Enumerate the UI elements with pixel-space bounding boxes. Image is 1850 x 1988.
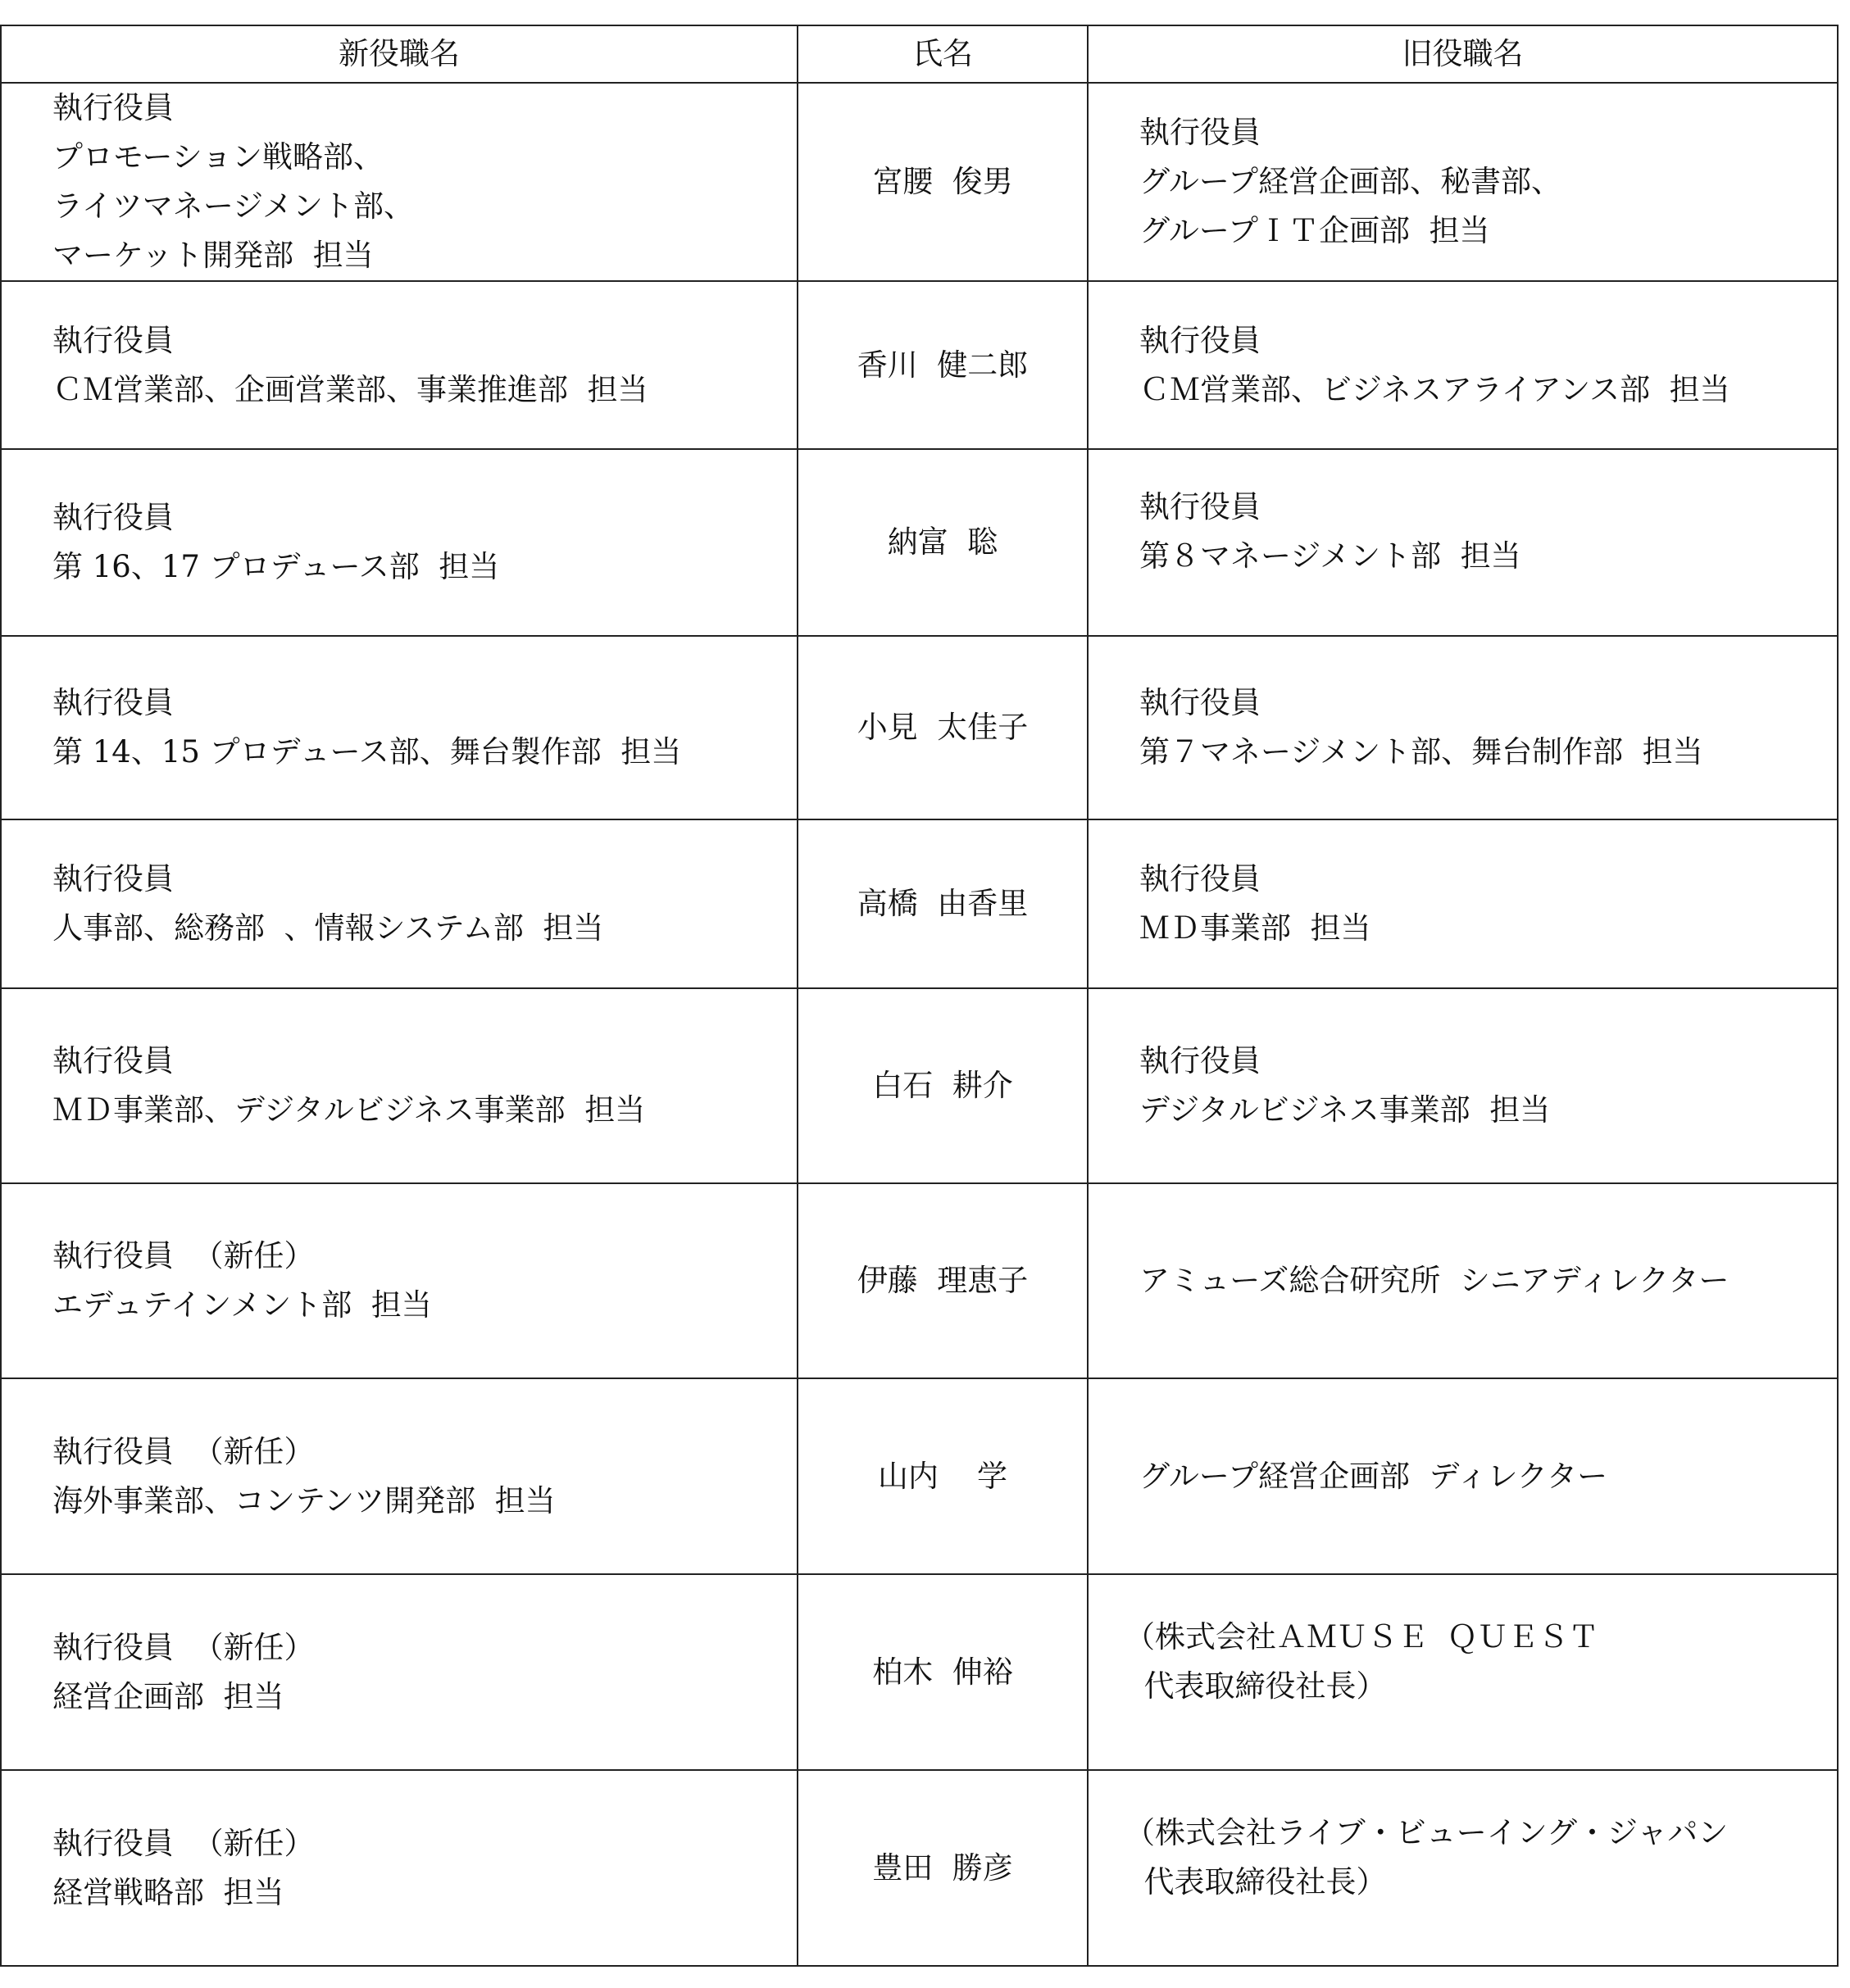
name-cell xyxy=(798,1378,1088,1574)
table-row xyxy=(1,449,1838,636)
name-cell xyxy=(798,449,1088,636)
new-title-line: 第 14、15 プロデュース部、舞台製作部 担当 xyxy=(52,734,682,769)
officer-name: 宮腰 俊男 xyxy=(872,164,1013,199)
new-title-line: 執行役員 xyxy=(52,1043,174,1078)
name-cell xyxy=(798,819,1088,988)
table-row xyxy=(1,1183,1838,1378)
new-title-line: 執行役員 xyxy=(52,861,174,896)
header-old-title: 旧役職名 xyxy=(1088,25,1838,83)
officer-name: 香川 健二郎 xyxy=(857,347,1029,383)
name-cell xyxy=(798,83,1088,281)
old-title-cell xyxy=(1088,281,1838,449)
old-title-line: 執行役員 xyxy=(1139,322,1261,358)
old-title-line: 執行役員 xyxy=(1139,115,1261,150)
header-name: 氏名 xyxy=(798,25,1088,83)
old-title-line: ＭＤ事業部 担当 xyxy=(1139,910,1371,946)
new-title-line: 海外事業部、コンテンツ開発部 担当 xyxy=(52,1482,556,1518)
old-title-line: （株式会社ライブ・ビューイング・ジャパン xyxy=(1125,1814,1729,1850)
new-title-line: 経営企画部 担当 xyxy=(52,1678,284,1714)
table-row xyxy=(1,1770,1838,1966)
name-cell xyxy=(798,1770,1088,1966)
new-title-line: プロモーション戦略部、 xyxy=(52,139,384,175)
new-title-line: 執行役員 xyxy=(52,322,174,358)
new-title-cell xyxy=(1,1378,798,1574)
new-title-line: 第 16、17 プロデュース部 担当 xyxy=(52,549,500,584)
new-title-line: 執行役員 （新任） xyxy=(52,1825,315,1861)
officer-name: 豊田 勝彦 xyxy=(872,1850,1013,1886)
new-title-line: 執行役員 （新任） xyxy=(52,1238,315,1273)
officer-change-table xyxy=(0,25,1839,1967)
old-title-cell xyxy=(1088,988,1838,1183)
new-title-cell xyxy=(1,1183,798,1378)
old-title-cell xyxy=(1088,449,1838,636)
table-row xyxy=(1,819,1838,988)
officer-name: 山内 学 xyxy=(877,1458,1008,1494)
table-row xyxy=(1,636,1838,819)
new-title-line: 執行役員 （新任） xyxy=(52,1433,315,1469)
old-title-cell xyxy=(1088,819,1838,988)
old-title-cell xyxy=(1088,83,1838,281)
old-title-line: （株式会社ＡＭＵＳＥ ＱＵＥＳＴ xyxy=(1125,1618,1599,1654)
old-title-line: グループ経営企画部 ディレクター xyxy=(1139,1458,1608,1494)
new-title-line: 執行役員 （新任） xyxy=(52,1629,315,1665)
name-cell xyxy=(798,1574,1088,1770)
new-title-line: ＭＤ事業部、デジタルビジネス事業部 担当 xyxy=(52,1092,646,1128)
new-title-cell xyxy=(1,1574,798,1770)
new-title-line: マーケット開発部 担当 xyxy=(52,238,374,273)
new-title-line: 人事部、総務部 、情報システム部 担当 xyxy=(52,910,604,946)
new-title-line: ライツマネージメント部、 xyxy=(52,188,415,224)
name-cell xyxy=(798,988,1088,1183)
old-title-line: グループ経営企画部、秘書部、 xyxy=(1139,164,1562,199)
old-title-line: ＣＭ営業部、ビジネスアライアンス部 担当 xyxy=(1139,371,1730,407)
officer-name: 伊藤 理恵子 xyxy=(857,1263,1029,1298)
new-title-cell xyxy=(1,636,798,819)
name-cell xyxy=(798,281,1088,449)
officer-name: 納富 聡 xyxy=(887,524,998,560)
new-title-cell xyxy=(1,1770,798,1966)
new-title-cell xyxy=(1,449,798,636)
table-row xyxy=(1,1378,1838,1574)
old-title-line: グループＩＴ企画部 担当 xyxy=(1139,213,1490,248)
old-title-line: 第７マネージメント部、舞台制作部 担当 xyxy=(1139,734,1703,769)
old-title-line: 執行役員 xyxy=(1139,1043,1261,1078)
new-title-line: 執行役員 xyxy=(52,90,174,125)
old-title-line: アミューズ総合研究所 シニアディレクター xyxy=(1139,1263,1730,1298)
new-title-line: 執行役員 xyxy=(52,500,174,535)
name-cell xyxy=(798,1183,1088,1378)
new-title-line: 経営戦略部 担当 xyxy=(52,1874,284,1910)
old-title-cell xyxy=(1088,1574,1838,1770)
table-row xyxy=(1,1574,1838,1770)
header-new-title: 新役職名 xyxy=(1,25,798,83)
old-title-line: 執行役員 xyxy=(1139,685,1261,720)
old-title-cell xyxy=(1088,1183,1838,1378)
old-title-line: 執行役員 xyxy=(1139,861,1261,896)
old-title-line: 執行役員 xyxy=(1139,489,1261,524)
table-row xyxy=(1,83,1838,281)
old-title-line: 代表取締役社長） xyxy=(1125,1863,1387,1899)
new-title-cell xyxy=(1,83,798,281)
officer-name: 小見 太佳子 xyxy=(857,710,1029,745)
new-title-cell xyxy=(1,281,798,449)
officer-name: 高橋 由香里 xyxy=(857,886,1029,921)
old-title-line: デジタルビジネス事業部 担当 xyxy=(1139,1092,1551,1128)
officer-name: 柏木 伸裕 xyxy=(872,1654,1013,1690)
new-title-line: ＣＭ営業部、企画営業部、事業推進部 担当 xyxy=(52,371,648,407)
old-title-line: 代表取締役社長） xyxy=(1125,1668,1387,1704)
old-title-cell xyxy=(1088,1770,1838,1966)
new-title-line: エデュテインメント部 担当 xyxy=(52,1287,432,1323)
new-title-line: 執行役員 xyxy=(52,685,174,720)
old-title-cell xyxy=(1088,636,1838,819)
name-cell xyxy=(798,636,1088,819)
officer-name: 白石 耕介 xyxy=(872,1068,1013,1103)
old-title-line: 第８マネージメント部 担当 xyxy=(1139,538,1521,574)
header-row xyxy=(1,25,1838,83)
table-row xyxy=(1,988,1838,1183)
table-row xyxy=(1,281,1838,449)
new-title-cell xyxy=(1,819,798,988)
new-title-cell xyxy=(1,988,798,1183)
old-title-cell xyxy=(1088,1378,1838,1574)
